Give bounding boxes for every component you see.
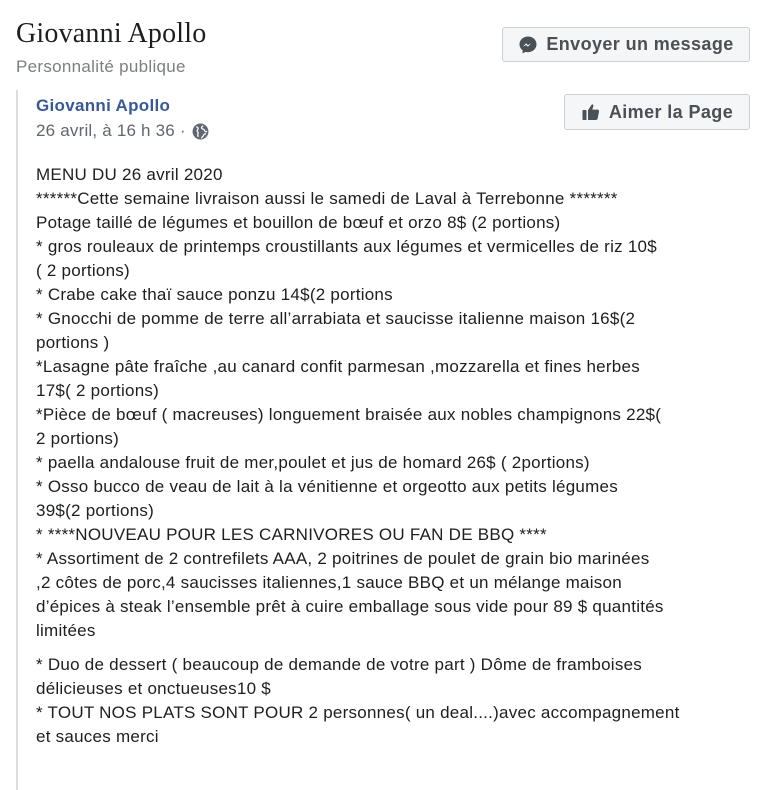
post-line: ,2 côtes de porc,4 saucisses italiennes,1 sauce BBQ et un mélange maison [36,573,622,592]
post-line: * paella andalouse fruit de mer,poulet et jus de homard 26$ ( 2portions) [36,453,590,472]
like-page-button[interactable] [564,94,750,130]
messenger-icon [518,35,538,55]
thumbs-up-icon [581,102,601,122]
post-line: portions ) [36,333,110,352]
post-line: ******Cette semaine livraison aussi le samedi de Laval à Terrebonne ******* [36,189,618,208]
page-title: Giovanni Apollo [16,18,207,49]
post-timestamp[interactable]: 26 avril, à 16 h 36 · [36,121,186,140]
post-line: et sauces merci [36,727,159,746]
send-message-button[interactable] [502,27,750,62]
post-line: délicieuses et onctueuses10 $ [36,679,272,698]
like-page-label: Aimer la Page [608,101,734,122]
post-body [36,163,756,759]
post-line: *Lasagne pâte fraîche ,au canard confit parmesan ,mozzarella et fines herbes [36,357,640,376]
post-line: 2 portions) [36,429,120,448]
post-line: 39$(2 portions) [36,501,155,520]
post-line: * ****NOUVEAU POUR LES CARNIVORES OU FAN DE BBQ **** [36,525,547,544]
post-line: * Assortiment de 2 contrefilets AAA, 2 poitrines de poulet de grain bio marinées [36,549,650,568]
post-paragraph [36,163,756,643]
page-category: Personnalité publique [16,57,186,76]
post-line: * TOUT NOS PLATS SONT POUR 2 personnes( un deal....)avec accompagnement [36,703,680,722]
post-line: * Osso bucco de veau de lait à la vénitienne et orgeotto aux petits légumes [36,477,618,496]
send-message-label: Envoyer un message [546,34,734,54]
post-meta [36,121,209,141]
post-line: MENU DU 26 avril 2020 [36,165,223,184]
post-line: * Gnocchi de pomme de terre all’arrabiata et saucisse italienne maison 16$(2 [36,309,636,328]
post-line: * Duo de dessert ( beaucoup de demande de votre part ) Dôme de framboises [36,655,643,674]
post-line: d’épices à steak l’ensemble prêt à cuire emballage sous vide pour 89 $ quantités [36,597,664,616]
post-author-link[interactable]: Giovanni Apollo [36,96,171,115]
post-paragraph [36,653,756,749]
post-line: ( 2 portions) [36,261,130,280]
globe-icon[interactable] [192,123,209,140]
post-line: * gros rouleaux de printemps croustillants aux légumes et vermicelles de riz 10$ [36,237,657,256]
post-line: *Pièce de bœuf ( macreuses) longuement braisée aux nobles champignons 22$( [36,405,662,424]
post-line: * Crabe cake thaï sauce ponzu 14$(2 portions [36,285,393,304]
post-line: limitées [36,621,96,640]
post-line: 17$( 2 portions) [36,381,160,400]
post-line: Potage taillé de légumes et bouillon de bœuf et orzo 8$ (2 portions) [36,213,561,232]
post [16,90,758,790]
